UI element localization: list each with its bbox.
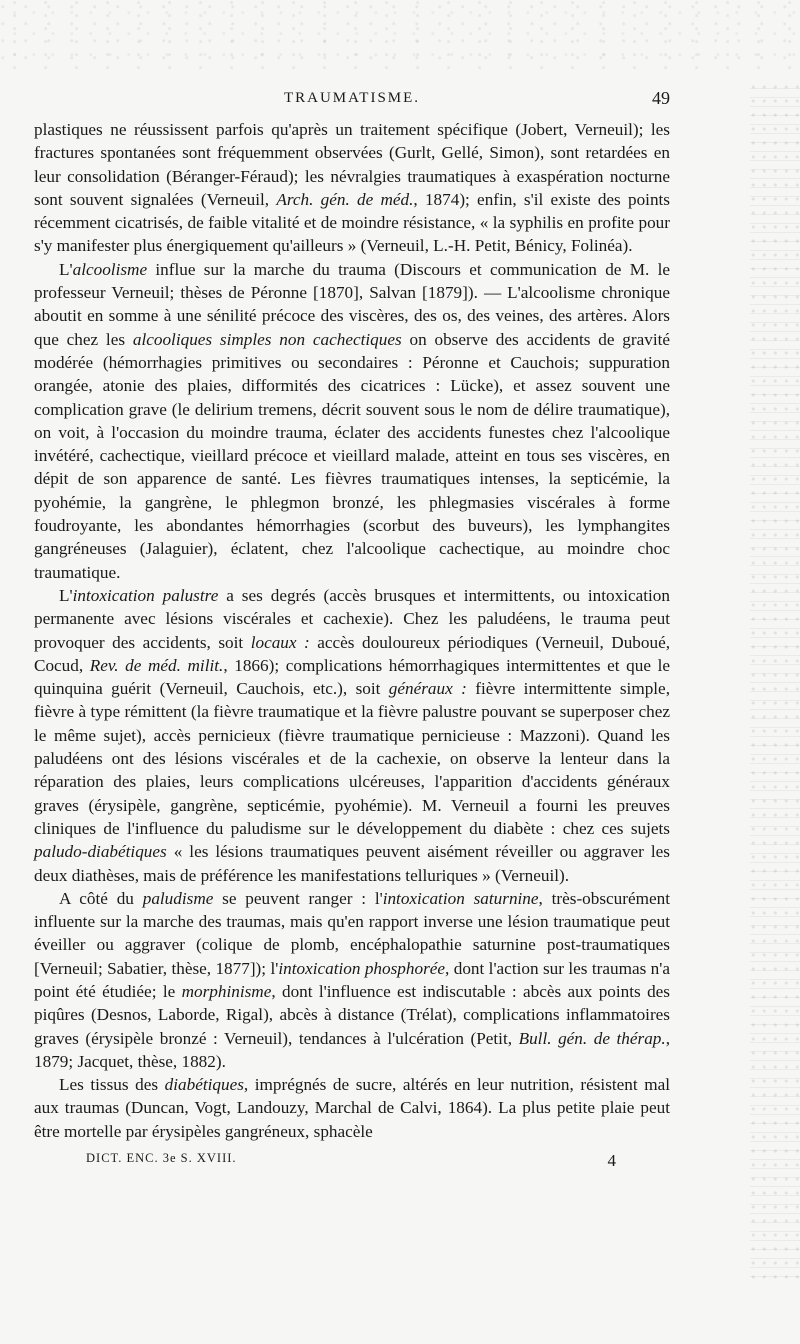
signature-mark: DICT. ENC. 3e S. XVIII. — [86, 1151, 237, 1166]
signature-number: 4 — [607, 1151, 616, 1171]
page-number: 49 — [652, 88, 670, 108]
italic-term: généraux : — [388, 679, 467, 699]
text-run: , 1874); enfin, s'il existe des points récemment cicatrisés, de faible vitalité et de moindre résistance, « la syphilis en profite pour s'y manifester plus énergiquement qu'ailleurs » (Verneuil, L.-H. Petit, Bénicy, Folinéa). — [34, 189, 670, 256]
italic-term: alcooliques simples non cachectiques — [132, 329, 402, 349]
text-run: Les tissus des — [59, 1075, 165, 1095]
text-run: on observe des accidents de gravité modérée (hémorrhagies primitives ou secondaires : Péronne et Cauchois; suppuration orangée, atonie des plaies, difformités des cicatrices : Lücke), et assez souvent une complication grave (le delirium tremens, décrit souvent sous le nom de délire traumatique), on voit, à l'occasion du moindre trauma, éclater des accidents funestes chez l'alcoolique invétéré, cachectique, vieillard précoce et vieillard malade, atteint en tous ses viscères, en dépit de son apparence de santé. Les fièvres traumatiques intenses, la septicémie, la pyohémie, la gangrène, le phlegmon bronzé, les phlegmasies viscérales à forme foudroyante, les abondantes hémorrhagies (scorbut des buveurs), les lymphangites gangréneuses (Jalaguier), éclatent, chez l'alcoolique cachectique, au moindre choc traumatique. — [34, 329, 671, 582]
italic-term: diabétiques — [164, 1075, 244, 1095]
text-run: se peuvent ranger : l' — [213, 888, 383, 908]
running-head — [34, 84, 670, 118]
italic-term: paludisme — [142, 888, 214, 908]
text-run: , imprégnés de sucre, altérés en leur nutrition, résistent mal aux traumas (Duncan, Vogt, Landouzy, Marchal de Calvi, 1864). La plus petite plaie peut être mortelle par érysipèles gangréneux, sphacèle — [34, 1075, 671, 1141]
text-run: A côté du — [59, 888, 143, 908]
italic-term: paludo-diabétiques — [34, 842, 167, 862]
italic-term: alcoolisme — [72, 259, 148, 279]
italic-term: Arch. gén. de méd. — [276, 189, 414, 209]
text-run: , dont l'influence est indiscutable : abcès aux points des piqûres (Desnos, Laborde, Rigal), abcès à distance (Trélat), complications inflammatoires graves (érysipèle bronzé : Verneuil), tendances à l'ulcération (Petit, — [34, 981, 670, 1048]
document-page — [34, 84, 670, 1179]
text-run: , dont l'action sur les traumas n'a point été étudiée; le — [34, 958, 670, 1001]
italic-term: morphinisme — [181, 981, 272, 1001]
paragraph-3 — [34, 584, 670, 887]
paragraph-4 — [34, 887, 670, 1073]
paragraph-2 — [34, 258, 670, 584]
scan-noise-edge — [750, 80, 800, 1280]
text-run: influe sur la marche du trauma (Discours et communication de M. le professeur Verneuil; thèses de Péronne [1870], Salvan [1879]). — L'alcoolisme chronique aboutit en somme à une sénilité précoce des viscères, des os, des veines, des artères. Alors que chez les — [34, 259, 670, 349]
text-run: , 1879; Jacquet, thèse, 1882). — [34, 1028, 670, 1071]
text-run: « les lésions traumatiques peuvent aisément réveiller ou aggraver les deux diathèses, mais de préférence les manifestations telluriques » (Verneuil). — [34, 842, 670, 885]
italic-term: Rev. de méd. milit. — [89, 655, 224, 675]
text-run: fièvre intermittente simple, fièvre à type rémittent (la fièvre traumatique et la fièvre palustre pouvant se superposer chez le même sujet), accès pernicieux (fièvre traumatique pernicieuse : Mazzoni). Quand les paludéens ont des lésions viscérales et de la cachexie, on observe la lenteur dans la réparation des plaies, leurs complications ulcéreuses, l'apparition d'accidents généraux graves (érysipèle, gangrène, septicémie, pyohémie). M. Verneuil a fourni les preuves cliniques de l'influence du paludisme sur le développement du diabète : chez ces sujets — [34, 679, 670, 838]
text-run: accès douloureux périodiques (Verneuil, Duboué, Cocud, — [34, 632, 670, 675]
text-run: a ses degrés (accès brusques et intermittents, ou intoxication permanente avec lésions viscérales et cachexie). Chez les paludéens, le trauma peut provoquer des accidents, soit — [34, 585, 670, 652]
running-head-title: TRAUMATISME. — [283, 90, 421, 106]
text-run: , 1866); complications hémorrhagiques intermittentes et que le quinquina guérit (Verneuil, Cauchois, etc.), soit — [34, 655, 671, 699]
italic-term: intoxication saturnine — [382, 888, 539, 908]
italic-term: intoxication palustre — [72, 585, 219, 605]
italic-term: intoxication phosphorée — [278, 958, 446, 978]
body-text — [34, 118, 670, 1143]
text-run: L' — [59, 585, 73, 605]
page-footer — [34, 1149, 670, 1179]
text-run: , très-obscurément influente sur la marche des traumas, mais qu'en rapport inverse une lésion traumatique peut éveiller ou aggraver (colique de plomb, encéphalopathie saturnine post-traumatiques [Verneuil; Sabatier, thèse, 1877]); l' — [34, 888, 670, 978]
italic-term: Bull. gén. de thérap. — [518, 1028, 666, 1048]
text-run: L' — [59, 259, 73, 279]
scan-noise-top — [0, 0, 800, 70]
text-run: plastiques ne réussissent parfois qu'après un traitement spécifique (Jobert, Verneuil); les fractures spontanées sont fréquemment observées (Gurlt, Gellé, Simon), sont retardées en leur consolidation (Béranger-Féraud); les névralgies traumatiques à exaspération nocturne sont souvent signalées (Verneuil, — [34, 120, 670, 209]
paragraph-1 — [34, 118, 670, 258]
italic-term: locaux : — [250, 632, 310, 652]
paragraph-5 — [34, 1073, 670, 1143]
